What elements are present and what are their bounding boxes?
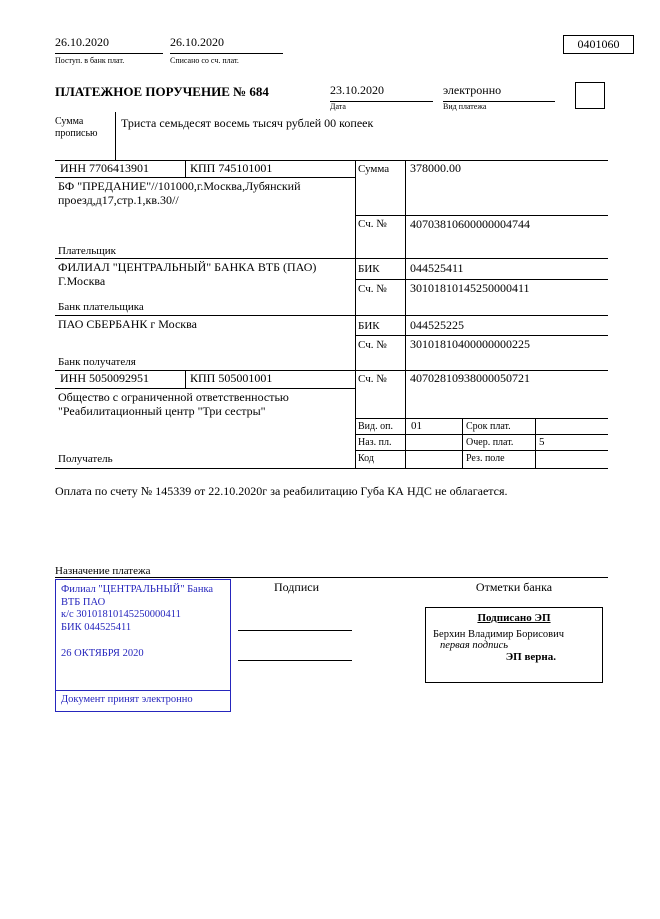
grid-line-h xyxy=(55,315,608,316)
status-checkbox xyxy=(575,82,605,109)
priority-label: Очер. плат. xyxy=(466,437,514,448)
payer-account: 40703810600000004744 xyxy=(410,217,530,231)
grid-line-v xyxy=(405,160,406,468)
beneficiary-bank-account-label: Сч. № xyxy=(358,339,387,351)
beneficiary-bank-bik: 044525225 xyxy=(410,318,464,332)
label-document-date: Дата xyxy=(330,102,346,111)
grid-line-v xyxy=(355,160,356,468)
payer-bank-caption: Банк плательщика xyxy=(58,301,144,313)
grid-line-h xyxy=(355,418,608,419)
signatures-label: Подписи xyxy=(273,580,320,594)
beneficiary-bank-bik-label: БИК xyxy=(358,320,380,332)
payment-purpose-text: Оплата по счету № 145339 от 22.10.2020г за реабилитацию Губа КА НДС не облагается. xyxy=(55,484,508,498)
payer-inn: ИНН 7706413901 xyxy=(60,161,149,175)
grid-line-h xyxy=(55,258,608,259)
e-signature-valid: ЭП верна. xyxy=(505,651,556,663)
grid-line-v xyxy=(185,160,186,177)
beneficiary-bank-caption: Банк получателя xyxy=(58,356,136,368)
reserve-label: Рез. поле xyxy=(466,453,505,464)
bank-stamp-date: 26 ОКТЯБРЯ 2020 xyxy=(61,648,144,660)
e-signature-signer: Берхин Владимир Борисович xyxy=(433,629,564,640)
sum-label: Сумма xyxy=(358,163,390,175)
bank-stamp-accepted: Документ принят электронно xyxy=(56,690,230,711)
beneficiary-kpp: КПП 505001001 xyxy=(190,371,273,385)
label-amount-words-1: Сумма xyxy=(55,116,84,127)
field-payment-kind: электронно xyxy=(443,84,555,102)
grid-line-h xyxy=(355,335,608,336)
e-signature-kind: первая подпись xyxy=(440,640,509,651)
field-date-debited: 26.10.2020 xyxy=(170,36,283,54)
field-document-date: 23.10.2020 xyxy=(330,84,433,102)
sum-value: 378000.00 xyxy=(410,161,461,175)
beneficiary-caption: Получатель xyxy=(58,453,113,465)
op-type-value: 01 xyxy=(411,420,422,432)
payment-purpose-caption: Назначение платежа xyxy=(55,565,151,577)
grid-line-h xyxy=(355,279,608,280)
bank-stamp-corr-account: к/с 30101810145250000411 xyxy=(61,609,181,621)
grid-line-v xyxy=(115,112,116,160)
signature-line xyxy=(238,660,352,661)
label-payment-kind: Вид платежа xyxy=(443,102,487,111)
signature-line xyxy=(238,630,352,631)
payer-bank-name: ФИЛИАЛ "ЦЕНТРАЛЬНЫЙ" БАНКА ВТБ (ПАО) Г.Москва xyxy=(58,260,317,288)
bank-stamp-name: Филиал "ЦЕНТРАЛЬНЫЙ" Банка ВТБ ПАО xyxy=(61,584,214,608)
beneficiary-inn: ИНН 5050092951 xyxy=(60,371,149,385)
e-signature-box xyxy=(425,607,603,683)
label-amount-words-2: прописью xyxy=(55,128,98,139)
grid-line-h xyxy=(355,434,608,435)
grid-line-v xyxy=(535,418,536,468)
bank-stamp xyxy=(55,579,231,712)
payer-account-label: Сч. № xyxy=(358,218,387,230)
priority-value: 5 xyxy=(539,436,545,448)
field-date-received: 26.10.2020 xyxy=(55,36,163,54)
beneficiary-name: Общество с ограниченной ответственностью "Реабилитационный центр "Три сестры" xyxy=(58,390,289,418)
grid-line-h xyxy=(355,450,608,451)
label-date-debited: Списано со сч. плат. xyxy=(170,56,239,65)
beneficiary-bank-name: ПАО СБЕРБАНК г Москва xyxy=(58,317,197,331)
payer-bank-bik-label: БИК xyxy=(358,263,380,275)
op-type-label: Вид. оп. xyxy=(358,421,393,432)
grid-line-h xyxy=(55,177,355,178)
beneficiary-bank-account: 30101810400000000225 xyxy=(410,337,530,351)
bank-marks-label: Отметки банка xyxy=(475,580,553,594)
grid-line-h xyxy=(355,215,608,216)
payer-bank-account: 30101810145250000411 xyxy=(410,281,530,295)
grid-line-h xyxy=(55,388,355,389)
document-title: ПЛАТЕЖНОЕ ПОРУЧЕНИЕ № 684 xyxy=(55,84,269,99)
code-label: Код xyxy=(358,453,374,464)
purpose-code-label: Наз. пл. xyxy=(358,437,392,448)
due-date-label: Срок плат. xyxy=(466,421,511,432)
e-signature-signed: Подписано ЭП xyxy=(477,612,551,624)
payer-caption: Плательщик xyxy=(58,245,116,257)
label-date-received: Поступ. в банк плат. xyxy=(55,56,125,65)
payer-bank-account-label: Сч. № xyxy=(358,283,387,295)
beneficiary-account-label: Сч. № xyxy=(358,373,387,385)
form-code-box: 0401060 xyxy=(563,35,634,54)
bank-stamp-bik: БИК 044525411 xyxy=(61,621,132,633)
payer-bank-bik: 044525411 xyxy=(410,261,464,275)
grid-line-v xyxy=(185,370,186,388)
amount-in-words: Триста семьдесят восемь тысяч рублей 00 копеек xyxy=(121,116,374,130)
payer-name: БФ "ПРЕДАНИЕ"//101000,г.Москва,Лубянский проезд,д17,стр.1,кв.30// xyxy=(58,179,301,207)
grid-line-v xyxy=(462,418,463,468)
payer-kpp: КПП 745101001 xyxy=(190,161,273,175)
beneficiary-account: 40702810938000050721 xyxy=(410,371,530,385)
grid-line-h xyxy=(55,577,608,578)
grid-line-h xyxy=(55,468,608,469)
